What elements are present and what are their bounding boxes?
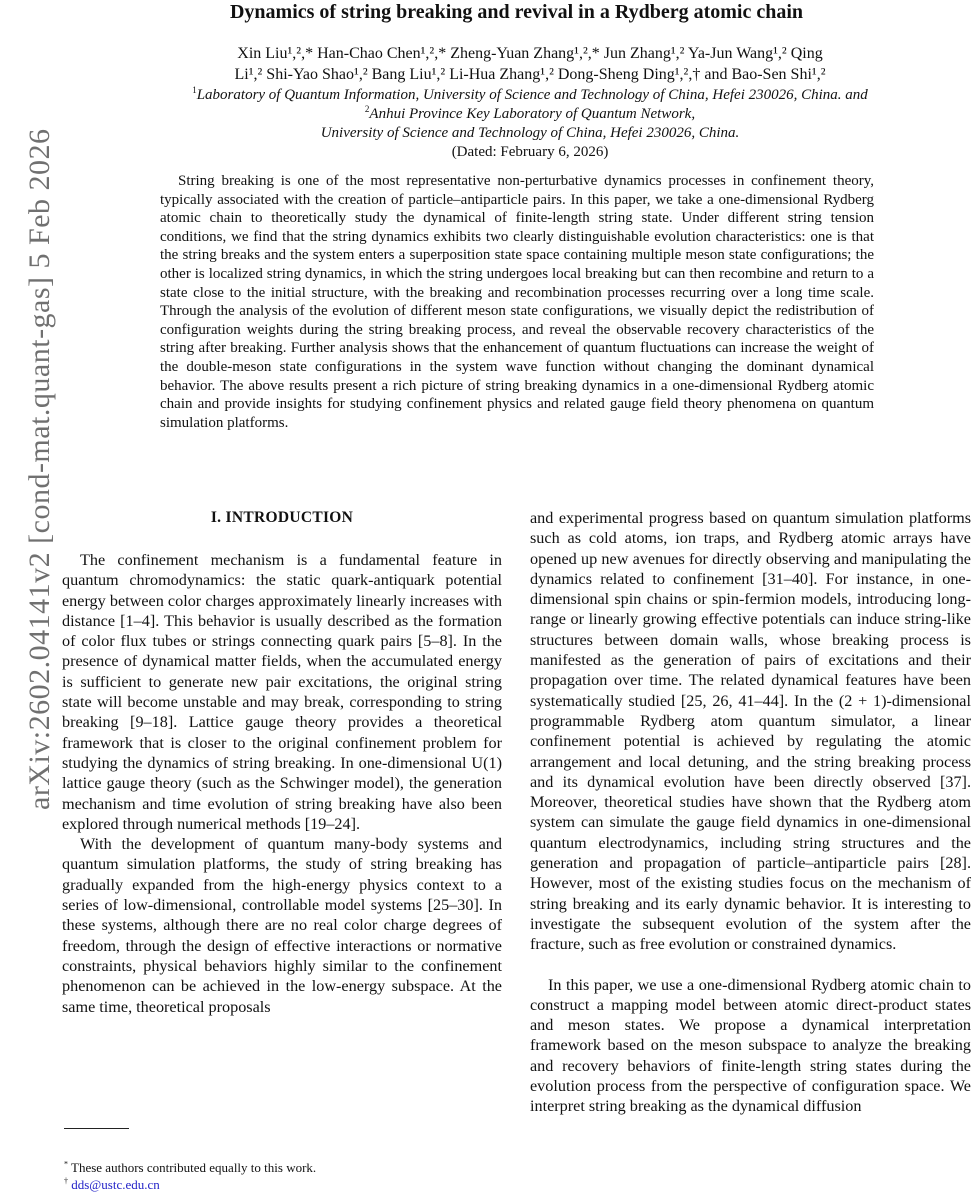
intro-paragraph-1: The confinement mechanism is a fundamental feature in quantum chromodynamics: the static quark-antiquark potential energy between color charges approximately linearly increases with distance [1–4]. This behavior is usually described as the formation of color flux tubes or strings connecting quark pairs [5–8]. In the presence of dynamical matter fields, when the accumulated energy is sufficient to generate new pair excitations, the original string state will become unstable and may break, corresponding to string breaking [9–18]. Lattice gauge theory provides a theoretical framework that is closer to the original confinement problem for studying the dynamics of string breaking. In one-dimensional U(1) lattice gauge theory (such as the Schwinger model), the generation mechanism and time evolution of string breaking have also been explored through numerical methods [19–24]. [62, 551, 502, 833]
authors-line-2: Li¹,² Shi-Yao Shao¹,² Bang Liu¹,² Li-Hua Zhang¹,² Dong-Sheng Ding¹,²,† and Bao-Sen Shi¹,² [234, 66, 826, 83]
footnote-1: * These authors contributed equally to this work. [64, 1159, 317, 1175]
abstract: String breaking is one of the most representative non-perturbative dynamics processes in confinement theory, typically associated with the creation of particle–antiparticle pairs. In this paper, we take a one-dimensional Rydberg atomic chain to theoretically study the dynamical of finite-length string state. Under different string tension conditions, we find that the string dynamics exhibits two clearly distinguishable evolution characteristics: one is that the string breaks and the system enters a superposition state space containing multiple meson state configurations; the other is localized string dynamics, in which the string undergoes local breaking but can then recombine and return to a state close to the initial structure, with the breaking and recombination processes recurring over a long time scale. Through the analysis of the evolution of different meson state configurations, we visually depict the redistribution of configuration weights during the string breaking process, and reveal the observable recovery characteristics of the string after breaking. Further analysis shows that the enhancement of quantum fluctuations can increase the weight of the double-meson state configurations in the system wave function without changing the dominant dynamical behavior. The above results present a rich picture of string breaking dynamics in a one-dimensional Rydberg atomic chain and provide insights for studying confinement physics and related gauge field theory phenomena on quantum simulation platforms. [160, 173, 874, 431]
dated-line: (Dated: February 6, 2026) [451, 144, 609, 160]
section-heading-introduction: I. INTRODUCTION [210, 509, 354, 526]
author-list [90, 43, 970, 85]
right-column [530, 508, 971, 1117]
footnote-rule [64, 1128, 129, 1129]
intro-paragraph-2: With the development of quantum many-body systems and quantum simulation platforms, the study of string breaking has gradually expanded from the high-energy physics context to a series of low-dimensional, controllable model systems [25–30]. In these systems, although there are no real color charge degrees of freedom, through the design of effective interactions or normative constraints, physical behaviors highly similar to the confinement phenomenon can be achieved in the low-energy subspace. At the same time, theoretical proposals [62, 835, 502, 1016]
arxiv-side-stamp: arXiv:2602.04141v2 [cond-mat.quant-gas] 5 Feb 2026 [23, 128, 56, 810]
affiliation-3: University of Science and Technology of China, Hefei 230026, China. [320, 125, 740, 141]
left-column [62, 508, 502, 1017]
footnote-2: † dds@ustc.edu.cn [64, 1176, 160, 1192]
email-link[interactable]: dds@ustc.edu.cn [71, 1177, 160, 1192]
paper-title: Dynamics of string breaking and revival in a Rydberg atomic chain [229, 1, 804, 23]
affiliation-2: Anhui Province Key Laboratory of Quantum Network, [369, 106, 696, 122]
authors-line-1: Xin Liu¹,²,* Han-Chao Chen¹,²,* Zheng-Yuan Zhang¹,²,* Jun Zhang¹,² Ya-Jun Wang¹,² Qing [237, 45, 823, 62]
affiliations: $^1$Laboratory of Quantum Information, University of Science and Technology of China, Hefei 230026, China. and $^2$Anhui Province Key Laboratory of Quantum Network, University of Science and Technology of China, Hefei 230026, China. (Dated: February 6, 2026) [90, 86, 970, 162]
affiliation-1: Laboratory of Quantum Information, University of Science and Technology of China, Hefei 230026, China. and [196, 87, 868, 103]
intro-paragraph-2-continued: and experimental progress based on quantum simulation platforms such as cold atoms, ion traps, and Rydberg atomic arrays have opened up new avenues for directly observing and manipulating the dynamics related to confinement [31–40]. For instance, in one-dimensional spin chains or spin-fermion models, introducing long-range or linearly growing effective potentials can induce string-like structures between domain walls, whose breaking process is manifested as the generation of pairs of excitations and their propagation over time. The related dynamical features have been systematically studied [25, 26, 41–44]. In the (2 + 1)-dimensional programmable Rydberg atom quantum simulator, a linear confinement potential is achieved by regulating the atomic arrangement and local detuning, and the string breaking process and its dynamical evolution have been directly observed [37]. Moreover, theoretical studies have shown that the Rydberg atom system can simulate the gauge field dynamics in one-dimensional quantum electrodynamics, including string structures and the generation and propagation of particle–antiparticle pairs [28]. However, most of the existing studies focus on the mechanism of string breaking and its early dynamic behavior. It is interesting to investigate the subsequent evolution of the system after the fracture, such as free evolution or constrained dynamics. [530, 509, 971, 954]
intro-paragraph-3: In this paper, we use a one-dimensional Rydberg atomic chain to construct a mapping model between atomic direct-product states and meson states. We propose a dynamical interpretation framework based on the meson subspace to analyze the breaking and recovery behaviors of finite-length string states during the evolution process from the perspective of configuration space. We interpret string breaking as the dynamical diffusion [530, 975, 971, 1116]
